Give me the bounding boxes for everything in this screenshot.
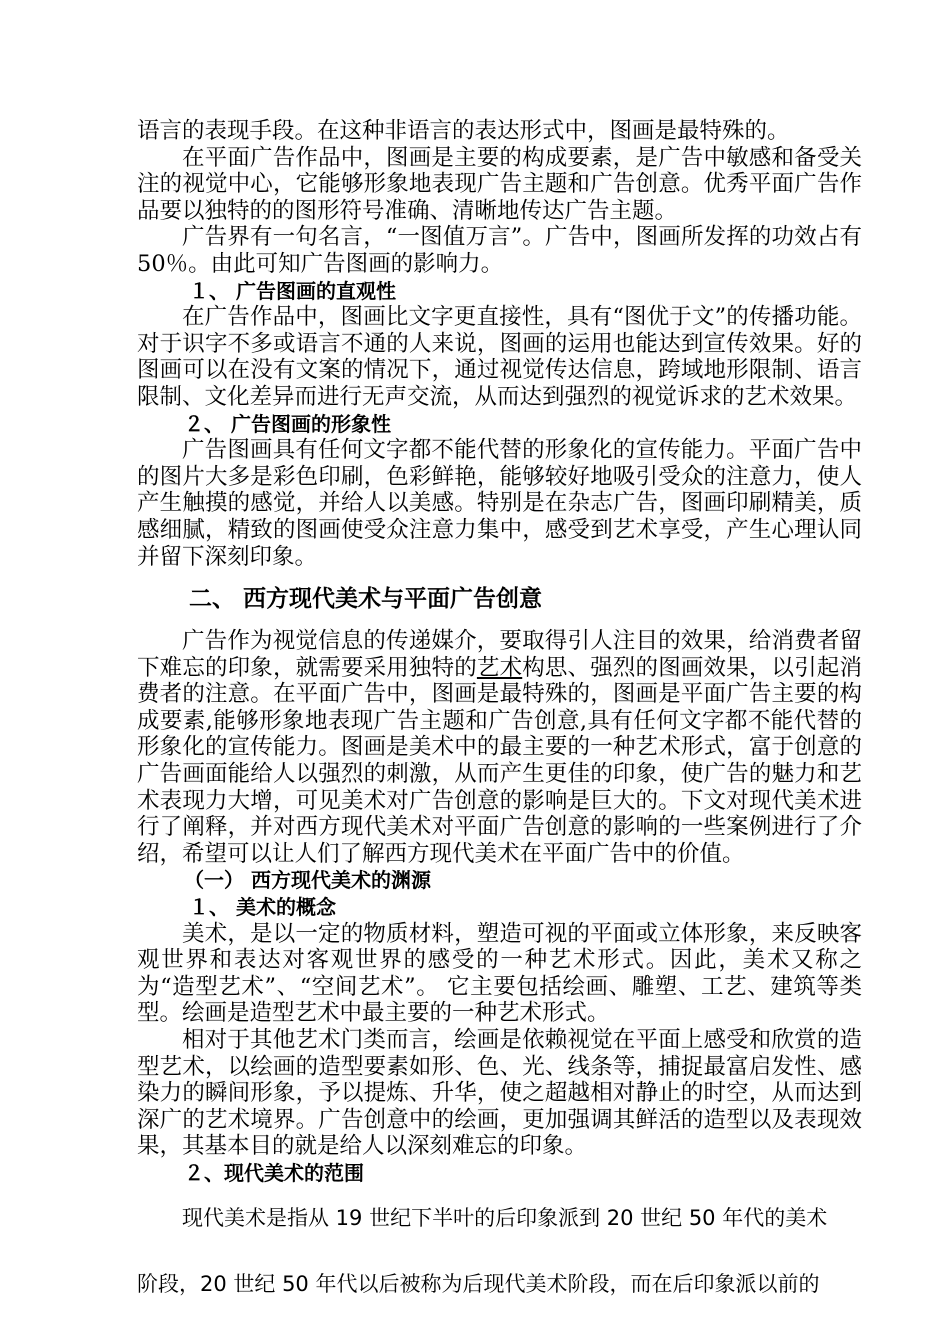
modern-art-scope-line-1: 现代美术是指从 19 世纪下半叶的后印象派到 20 世纪 50 年代的美术 [182,1205,828,1230]
document-page [137,118,862,1298]
heading-intuitiveness: １、 广告图画的直观性 [189,278,396,303]
paragraph-intuitiveness: 在广告作品中，图画比文字更直接性，具有“图优于文”的传播功能。对于识字不多或语言不通的人来说，图画的运用也能达到宣传效果。好的图画可以在没有文案的情况下，通过视觉传达信息，跨域地形限制、语言限制、文化差异而进行无声交流，从而达到强烈的视觉诉求的艺术效果。 [137,304,862,410]
heading-imagery: ２、 广告图画的形象性 [184,411,391,436]
paragraph-modern-art-scope [137,1205,862,1298]
section-heading-western-modern-art: 二、 西方现代美术与平面广告创意 [189,586,543,613]
paragraph-image-elements: 在平面广告作品中，图画是主要的构成要素，是广告中敏感和备受关注的视觉中心，它能够形象地表现广告主题和广告创意。优秀平面广告作品要以独特的的图形符号准确、清晰地传达广告主题。 [137,144,862,224]
paragraph-painting: 相对于其他艺术门类而言，绘画是依赖视觉在平面上感受和欣赏的造型艺术，以绘画的造型要素如形、色、光、线条等，捕捉最富启发性、感染力的瞬间形象，予以提炼、升华，使之超越相对静止的时空，从而达到深广的艺术境界。广告创意中的绘画，更加强调其鲜活的造型以及表现效果，其基本目的就是给人以深刻难忘的印象。 [137,1027,862,1160]
paragraph-ad-visual-media [137,628,862,867]
modern-art-scope-line-2: 阶段，20 世纪 50 年代以后被称为后现代美术阶段，而在后印象派以前的 [137,1272,820,1297]
paragraph-famous-saying: 广告界有一句名言，“一图值万言”。广告中，图画所发挥的功效占有50％。由此可知广告图画的影响力。 [137,224,862,277]
subsection-heading-origins: （一） 西方现代美术的渊源 [184,868,431,893]
paragraph-imagery: 广告图画具有任何文字都不能代替的形象化的宣传能力。平面广告中的图片大多是彩色印刷，色彩鲜艳，能够较好地吸引受众的注意力，使人产生触摸的感觉，并给人以美感。特别是在杂志广告，图画印刷精美，质感细腻，精致的图画使受众注意力集中，感受到艺术享受，产生心理认同并留下深刻印象。 [137,437,862,570]
paragraph-art-concept: 美术，是以一定的物质材料，塑造可视的平面或立体形象，来反映客观世界和表达对客观世界的感受的一种艺术形式。因此，美术又称之为“造型艺术”、“空间艺术”。 它主要包括绘画、雕塑、工艺、建筑等类型。绘画是造型艺术中最主要的一种艺术形式。 [137,920,862,1027]
paragraph-ad-visual-media-part-b: 构思、强烈的图画效果，以引起消费者的注意。在平面广告中，图画是最特殊的，图画是平面广告主要的构成要素,能够形象地表现广告主题和广告创意,具有任何文字都不能代替的形象化的宣传能力。图画是美术中的最主要的一种艺术形式，富于创意的广告画面能给人以强烈的刺激，从而产生更佳的印象，使广告的魅力和艺术表现力大增，可见美术对广告创意的影响是巨大的。下文对现代美术进行了阐释，并对西方现代美术对平面广告创意的影响的一些案例进行了介绍，希望可以让人们了解西方现代美术在平面广告中的价值。 [137,654,862,867]
heading-art-concept: １、 美术的概念 [189,895,336,920]
paragraph-ad-visual-media-part-a: 广告作为视觉信息的传递媒介，要取得引人注目的效果，给消费者留下难忘的印象，就需要采用独特的 [137,628,862,681]
heading-modern-art-scope: ２、现代美术的范围 [184,1160,364,1185]
art-link[interactable]: 艺术 [476,654,523,681]
paragraph-intro-end: 语言的表现手段。在这种非语言的表达形式中，图画是最特殊的。 [137,118,790,144]
